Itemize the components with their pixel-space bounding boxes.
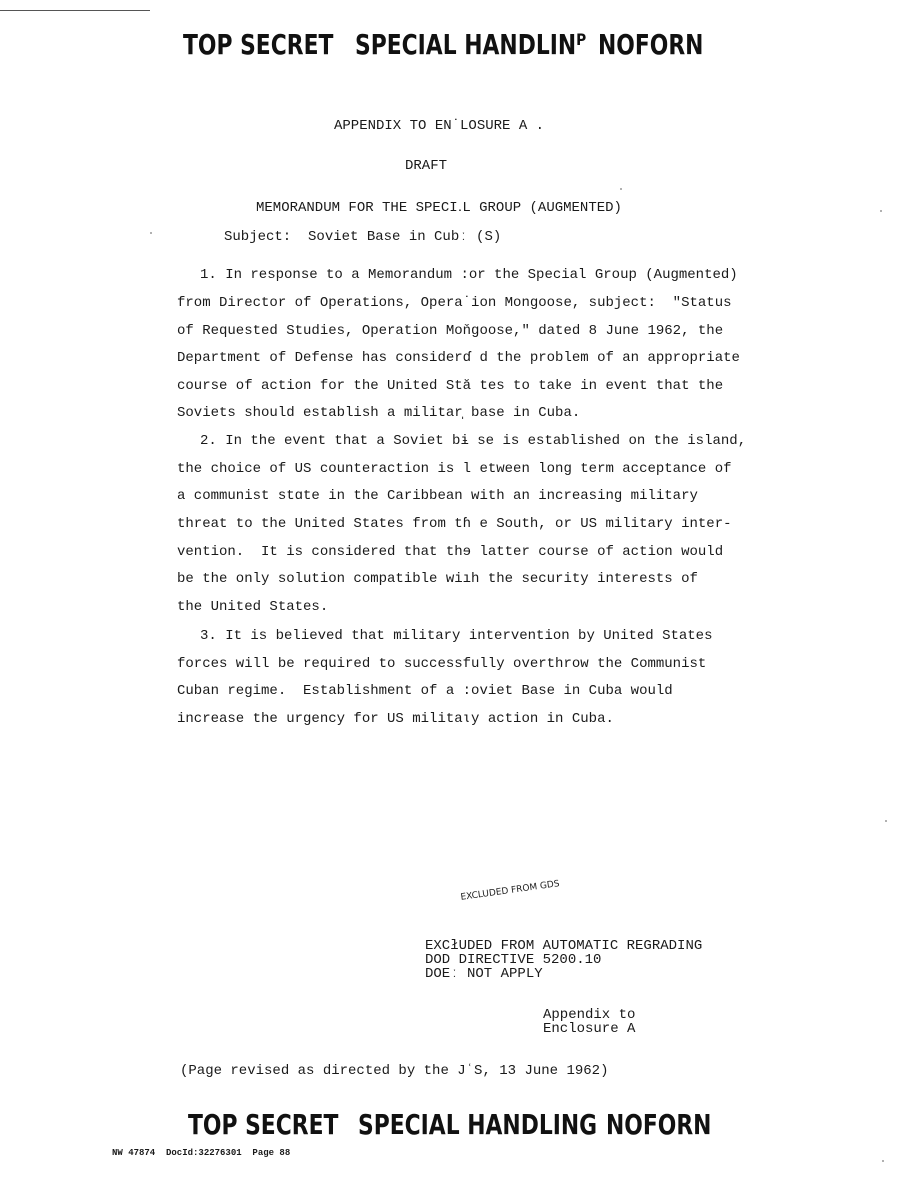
paragraph-2-line: threat to the United States from tɦ e South, or US military inter- (177, 516, 732, 532)
footer-top-secret: TOP SECRET (188, 1108, 339, 1141)
scan-speck (150, 232, 152, 234)
paragraph-1-line: Department of Defense has considerɗ d the problem of an appropriate (177, 350, 740, 366)
paragraph-3-line: 3. It is believed that military intervention by United States (200, 628, 713, 644)
header-noforn: NOFORN (598, 28, 704, 61)
paragraph-2-line: a communist stɑte in the Caribbean with an increasing military (177, 488, 698, 504)
footer-noforn: NOFORN (606, 1108, 712, 1141)
paragraph-1-line: Soviets should establish a militar̩ base in Cuba. (177, 405, 581, 421)
paragraph-1-line: course of action for the United Stă tes to take in event that the (177, 378, 724, 394)
scan-speck (885, 820, 887, 822)
regrading-stamp-line: DOEː NOT APPLY (425, 966, 543, 982)
paragraph-2-line: the United States. (177, 599, 329, 615)
paragraph-1-line: of Requested Studies, Operation Moňgoose," dated 8 June 1962, the (177, 323, 724, 339)
scan-speck (882, 1160, 884, 1162)
paragraph-3-line: forces will be required to successfully overthrow the Communist (177, 656, 707, 672)
paragraph-3-line: increase the urgency for US militaɩy action in Cuba. (177, 711, 614, 727)
paragraph-2-line: vention. It is considered that thɘ latter course of action would (177, 544, 724, 560)
paragraph-1-line: 1. In response to a Memorandum :or the Special Group (Augmented) (200, 267, 738, 283)
scan-speck (880, 210, 882, 212)
paragraph-1-line: from Director of Operations, Opera˙ion Mongoose, subject: "Status (177, 295, 732, 311)
excluded-from-gds-stamp: EXCLUDED FROM GDS (460, 879, 561, 903)
paragraph-2-line: the choice of US counteraction is l etween long term acceptance of (177, 461, 732, 477)
regrading-stamp-line: EXCłUDED FROM AUTOMATIC REGRADING (425, 938, 703, 954)
scan-speck (620, 188, 622, 190)
regrading-stamp-line: DOD DIRECTIVE 5200.10 (425, 952, 602, 968)
header-special-handling: SPECIAL HANDLINᴾ (355, 28, 587, 61)
paragraph-3-line: Cuban regime. Establishment of a :oviet Base in Cuba would (177, 683, 673, 699)
scan-edge-line (0, 10, 150, 11)
footer-special-handling: SPECIAL HANDLING (358, 1108, 598, 1141)
subject-line: Subject: Soviet Base in Cubː (S) (224, 229, 502, 245)
draft-label: DRAFT (405, 158, 448, 174)
doc-id-footer: NW 47874 DocId:32276301 Page 88 (112, 1148, 291, 1158)
paragraph-2-line: be the only solution compatible wiıh the security interests of (177, 571, 698, 587)
appendix-reference: Appendix to (543, 1007, 636, 1023)
appendix-reference: Enclosure A (543, 1021, 636, 1037)
appendix-heading: APPENDIX TO EN˙LOSURE A . (334, 118, 545, 134)
paragraph-2-line: 2. In the event that a Soviet bɨ se is established on the island, (200, 433, 747, 449)
header-top-secret: TOP SECRET (183, 28, 334, 61)
memo-title: MEMORANDUM FOR THE SPECI․L GROUP (AUGMENTED) (256, 200, 622, 216)
revision-note: (Page revised as directed by the JʿS, 13 June 1962) (180, 1063, 609, 1079)
